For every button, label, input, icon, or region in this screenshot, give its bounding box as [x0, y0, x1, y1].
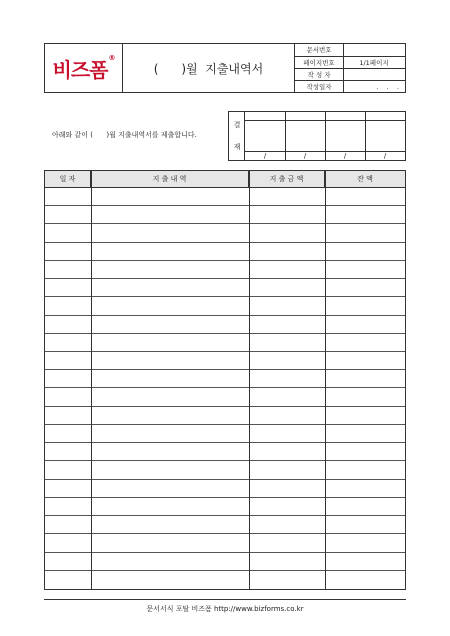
meta-key: 페이지번호 [295, 57, 344, 69]
table-row[interactable] [45, 334, 405, 352]
column-divider [91, 171, 92, 589]
approval-label-bottom: 재 [233, 143, 241, 151]
table-row[interactable] [45, 316, 405, 334]
approval-slot-date: / [245, 151, 285, 161]
meta-value[interactable]: 1/1페이지 [359, 59, 389, 67]
column-divider [249, 171, 250, 589]
meta-value[interactable]: . . . [376, 83, 399, 91]
table-row[interactable] [45, 553, 405, 571]
document-meta [295, 44, 405, 92]
meta-value[interactable] [343, 44, 405, 56]
table-row[interactable] [45, 352, 405, 370]
expense-table [44, 170, 406, 590]
logo-cell [45, 44, 123, 92]
meta-row-doc-number [295, 44, 405, 56]
column-header-amount: 지 출 금 액 [249, 171, 325, 188]
approval-label [229, 112, 245, 160]
approval-slot[interactable] [285, 112, 326, 160]
approval-slot-title [245, 112, 285, 121]
table-row[interactable] [45, 498, 405, 516]
approval-label-top: 결 [233, 121, 241, 129]
document-header [44, 43, 406, 93]
table-row[interactable] [45, 443, 405, 461]
approval-box [228, 111, 406, 161]
request-statement: 아래와 같이 ( )월 지출내역서를 제출합니다. [52, 131, 197, 139]
approval-slot-title [325, 112, 365, 121]
table-row[interactable] [45, 243, 405, 261]
approval-slot-date: / [365, 151, 405, 161]
logo-text: 비즈폼 [52, 57, 108, 82]
document-title: ( )월 지출내역서 [153, 61, 264, 76]
approval-slot-title [365, 112, 405, 121]
table-row[interactable] [45, 261, 405, 279]
document-title-cell [123, 44, 295, 92]
approval-slot[interactable] [365, 112, 405, 160]
meta-key: 문서번호 [295, 44, 344, 56]
table-row[interactable] [45, 407, 405, 425]
approval-slot-title [285, 112, 325, 121]
table-row[interactable] [45, 516, 405, 534]
approval-slot-date: / [285, 151, 325, 161]
table-row[interactable] [45, 206, 405, 224]
table-row[interactable] [45, 534, 405, 552]
table-row[interactable] [45, 188, 405, 206]
column-header-description: 지 출 내 역 [91, 171, 249, 188]
table-row[interactable] [45, 389, 405, 407]
approval-slot[interactable] [325, 112, 366, 160]
approval-slot[interactable] [245, 112, 286, 160]
approval-slot-date: / [325, 151, 365, 161]
column-header-date: 일 자 [45, 171, 91, 188]
meta-key: 작 성 자 [295, 69, 344, 81]
table-row[interactable] [45, 425, 405, 443]
registered-mark: ® [108, 53, 115, 62]
footer-divider [44, 599, 406, 600]
table-row[interactable] [45, 224, 405, 242]
table-row[interactable] [45, 571, 405, 589]
column-divider [325, 171, 326, 589]
meta-key: 작성일자 [295, 81, 344, 93]
table-row[interactable] [45, 370, 405, 388]
table-row[interactable] [45, 297, 405, 315]
table-row[interactable] [45, 461, 405, 479]
logo [53, 54, 115, 83]
table-row[interactable] [45, 480, 405, 498]
footer-text: 문서서식 포탈 비즈폼 http://www.bizforms.co.kr [146, 605, 304, 613]
meta-row-date [295, 80, 405, 93]
column-header-balance: 잔 액 [325, 171, 405, 188]
table-row[interactable] [45, 279, 405, 297]
